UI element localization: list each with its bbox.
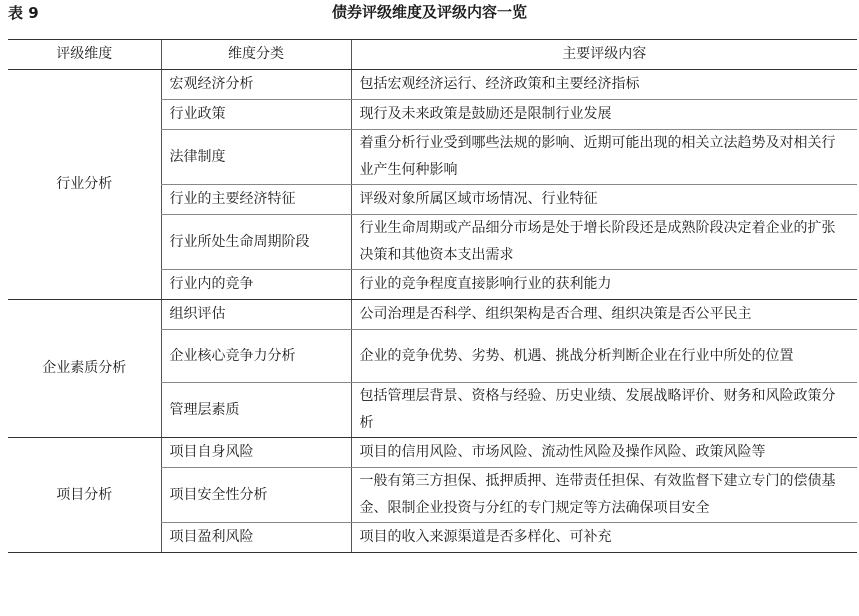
dimension-cell: 行业分析 xyxy=(8,70,161,300)
category-cell: 管理层素质 xyxy=(161,383,351,438)
content-cell: 项目的收入来源渠道是否多样化、可补充 xyxy=(351,523,857,553)
table-title: 债券评级维度及评级内容一览 xyxy=(331,3,527,21)
category-cell: 行业的主要经济特征 xyxy=(161,185,351,215)
category-cell: 法律制度 xyxy=(161,130,351,185)
category-cell: 宏观经济分析 xyxy=(161,70,351,100)
table-row xyxy=(8,300,857,330)
category-cell: 项目自身风险 xyxy=(161,438,351,468)
table-caption xyxy=(0,0,859,24)
header-dimension: 评级维度 xyxy=(8,40,161,70)
header-content: 主要评级内容 xyxy=(351,40,857,70)
dimension-cell: 项目分析 xyxy=(8,438,161,553)
category-cell: 行业内的竞争 xyxy=(161,270,351,300)
category-cell: 项目盈利风险 xyxy=(161,523,351,553)
table-header-row xyxy=(8,40,857,70)
category-cell: 行业所处生命周期阶段 xyxy=(161,215,351,270)
category-cell: 项目安全性分析 xyxy=(161,468,351,523)
dimension-cell: 企业素质分析 xyxy=(8,300,161,438)
content-cell: 现行及未来政策是鼓励还是限制行业发展 xyxy=(351,100,857,130)
category-cell: 行业政策 xyxy=(161,100,351,130)
category-cell: 企业核心竞争力分析 xyxy=(161,330,351,383)
category-cell: 组织评估 xyxy=(161,300,351,330)
header-category: 维度分类 xyxy=(161,40,351,70)
table-number: 表 9 xyxy=(8,4,39,22)
rating-dimensions-table xyxy=(8,39,857,553)
content-cell: 着重分析行业受到哪些法规的影响、近期可能出现的相关立法趋势及对相关行业产生何种影响 xyxy=(351,130,857,185)
content-cell: 公司治理是否科学、组织架构是否合理、组织决策是否公平民主 xyxy=(351,300,857,330)
content-cell: 评级对象所属区域市场情况、行业特征 xyxy=(351,185,857,215)
table-row xyxy=(8,70,857,100)
content-cell: 包括管理层背景、资格与经验、历史业绩、发展战略评价、财务和风险政策分析 xyxy=(351,383,857,438)
table-body xyxy=(8,70,857,553)
content-cell: 行业的竞争程度直接影响行业的获利能力 xyxy=(351,270,857,300)
content-cell: 行业生命周期或产品细分市场是处于增长阶段还是成熟阶段决定着企业的扩张决策和其他资本支出需求 xyxy=(351,215,857,270)
table-row xyxy=(8,438,857,468)
content-cell: 包括宏观经济运行、经济政策和主要经济指标 xyxy=(351,70,857,100)
content-cell: 项目的信用风险、市场风险、流动性风险及操作风险、政策风险等 xyxy=(351,438,857,468)
content-cell: 一般有第三方担保、抵押质押、连带责任担保、有效监督下建立专门的偿债基金、限制企业投资与分红的专门规定等方法确保项目安全 xyxy=(351,468,857,523)
content-cell: 企业的竞争优势、劣势、机遇、挑战分析判断企业在行业中所处的位置 xyxy=(351,330,857,383)
